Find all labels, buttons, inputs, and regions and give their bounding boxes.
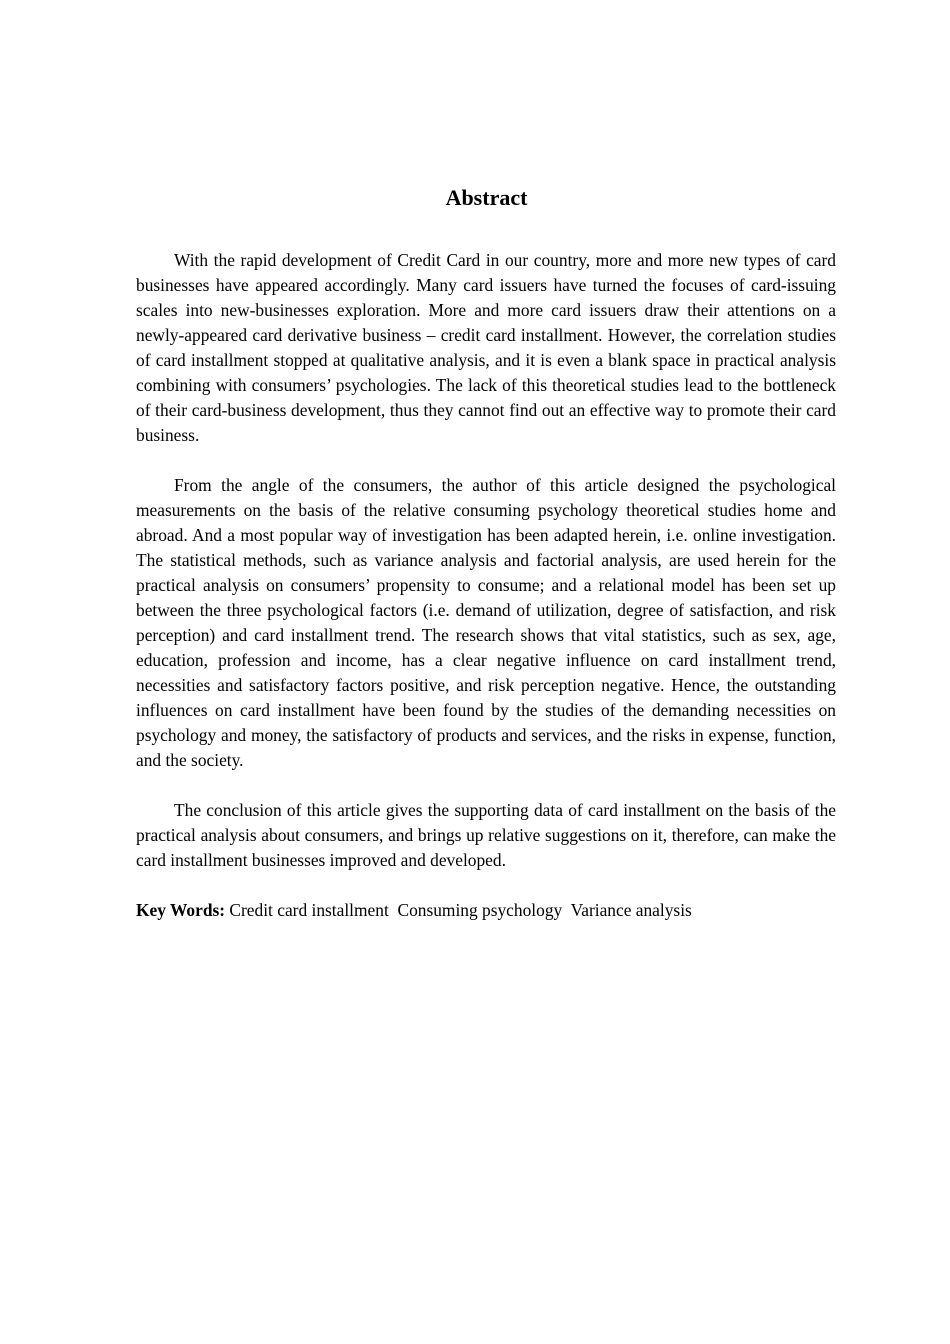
abstract-paragraph-1: With the rapid development of Credit Card in our country, more and more new types of card businesses have appeared accordingly. Many card issuers have turned the focuses of card-issuing scales into new-businesses exploration. More and more card issuers draw their attentions on a newly-appeared card derivative business – credit card installment. However, the correlation studies of card installment stopped at qualitative analysis, and it is even a blank space in practical analysis combining with consumers’ psychologies. The lack of this theoretical studies lead to the bottleneck of their card-business development, thus they cannot find out an effective way to promote their card business.	[136, 250, 836, 445]
abstract-title: Abstract	[445, 185, 528, 210]
abstract-paragraph-2: From the angle of the consumers, the author of this article designed the psychological measurements on the basis of the relative consuming psychology theoretical studies home and abroad. And a most popular way of investigation has been adapted herein, i.e. online investigation. The statistical methods, such as variance analysis and factorial analysis, are used herein for the practical analysis on consumers’ propensity to consume; and a relational model has been set up between the three psychological factors (i.e. demand of utilization, degree of satisfaction, and risk perception) and card installment trend. The research shows that vital statistics, such as sex, age, education, profession and income, has a clear negative influence on card installment trend, necessities and satisfactory factors positive, and risk perception negative. Hence, the outstanding influences on card installment have been found by the studies of the demanding necessities on psychology and money, the satisfactory of products and services, and the risks in expense, function, and the society.	[136, 475, 836, 770]
keywords-label: Key Words:	[136, 900, 226, 920]
keywords-line	[136, 898, 836, 923]
keywords-text: Credit card installment Consuming psychology Variance analysis	[225, 900, 692, 920]
abstract-paragraph-3: The conclusion of this article gives the supporting data of card installment on the basis of the practical analysis about consumers, and brings up relative suggestions on it, therefore, can make the card installment businesses improved and developed.	[136, 800, 836, 870]
abstract-body	[136, 248, 836, 923]
